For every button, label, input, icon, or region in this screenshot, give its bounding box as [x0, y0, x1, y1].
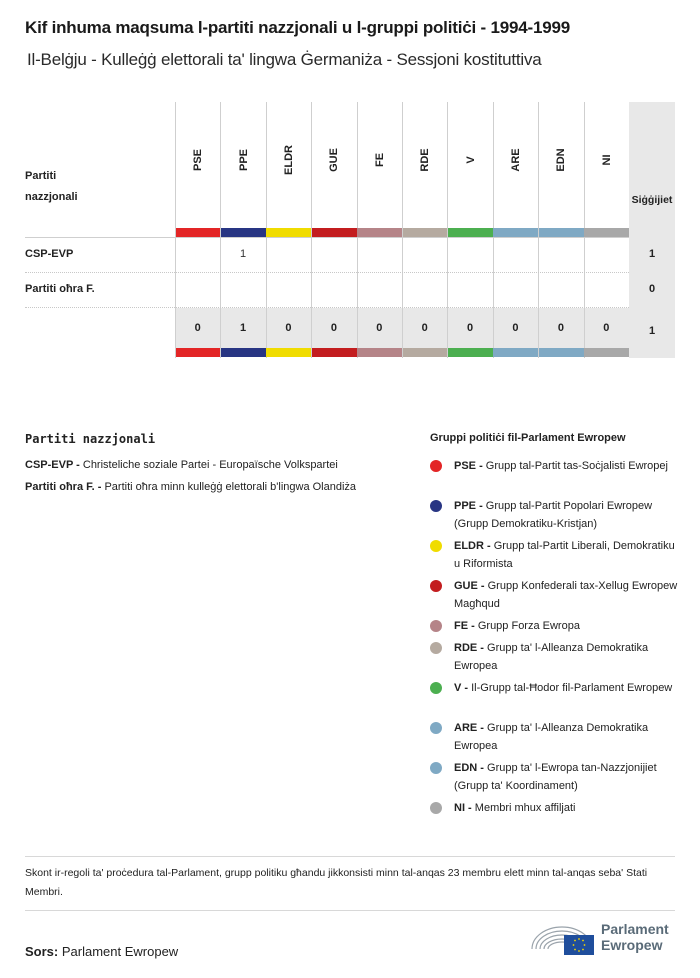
group-column-header: RDE — [419, 148, 432, 172]
group-color-dot-icon — [430, 500, 442, 512]
group-color-bar — [357, 348, 402, 357]
group-color-dot-icon — [430, 642, 442, 654]
group-color-bar — [539, 228, 584, 237]
group-total-cell: 0 — [467, 322, 474, 334]
group-color-bar — [493, 228, 538, 237]
total-header: Siġġijiet — [631, 194, 673, 206]
european-parliament-logo — [530, 919, 680, 959]
group-total-cell: 0 — [376, 322, 383, 334]
group-color-bar — [539, 348, 584, 357]
group-total-cell: 0 — [603, 322, 610, 334]
table-cell: 1 — [240, 248, 247, 260]
group-color-bar — [448, 228, 493, 237]
group-color-bar — [493, 348, 538, 357]
groups-legend-title: Gruppi politiċi fil-Parlament Ewropew — [430, 432, 626, 444]
group-total-cell: 0 — [512, 322, 519, 334]
group-column-header: V — [464, 156, 477, 164]
logo-text: Parlament Ewropew — [601, 921, 669, 953]
group-color-bar — [221, 228, 266, 237]
group-color-dot-icon — [430, 580, 442, 592]
divider — [25, 910, 675, 911]
group-total-cell: 1 — [240, 322, 247, 334]
group-color-bar — [312, 348, 357, 357]
row-party-label: Partiti oħra F. — [25, 283, 95, 295]
group-color-bar — [176, 228, 221, 237]
national-party-legend-item: CSP-EVP - Christeliche soziale Partei - Europaïsche Volkspartei — [25, 459, 338, 471]
group-total-cell: 0 — [194, 322, 201, 334]
group-color-dot-icon — [430, 762, 442, 774]
group-total-cell: 0 — [557, 322, 564, 334]
group-color-bar — [266, 348, 311, 357]
group-color-dot-icon — [430, 682, 442, 694]
group-color-bar — [221, 348, 266, 357]
group-color-dot-icon — [430, 540, 442, 552]
national-parties-legend-title: Partiti nazzjonali — [25, 432, 156, 446]
national-party-legend-item: Partiti oħra F. - Partiti oħra minn kulleġġ elettorali b'lingwa Olandiża — [25, 481, 357, 493]
row-total: 1 — [648, 248, 656, 260]
divider — [25, 856, 675, 857]
group-column-header: EDN — [555, 148, 568, 172]
group-color-bar — [266, 228, 311, 237]
hemicycle-flag-icon — [530, 919, 596, 959]
group-column-header: GUE — [328, 148, 341, 172]
page-title: Kif inhuma maqsuma l-partiti nazzjonali u l-gruppi politiċi - 1994-1999 — [25, 18, 570, 37]
group-column-header: NI — [600, 154, 613, 166]
group-color-dot-icon — [430, 460, 442, 472]
group-column-header: FE — [373, 152, 386, 168]
group-column-header: PSE — [192, 148, 205, 172]
group-color-dot-icon — [430, 620, 442, 632]
group-column-header: ELDR — [282, 145, 295, 175]
row-total: 0 — [648, 283, 656, 295]
table-row — [25, 237, 675, 272]
group-color-bar — [584, 228, 629, 237]
group-color-bar — [584, 348, 629, 357]
group-color-bar — [448, 348, 493, 357]
group-total-cell: 0 — [285, 322, 292, 334]
group-color-dot-icon — [430, 722, 442, 734]
group-color-dot-icon — [430, 802, 442, 814]
group-total-cell: 0 — [330, 322, 337, 334]
group-color-bar — [357, 228, 402, 237]
group-color-bar — [176, 348, 221, 357]
table-row — [25, 272, 675, 307]
group-column-header: ARE — [509, 148, 522, 172]
source-line: Sors: Parlament Ewropew — [25, 944, 179, 959]
group-color-bar — [403, 228, 448, 237]
row-divider — [25, 307, 629, 308]
group-color-bar — [403, 348, 448, 357]
page-subtitle: Il-Belġju - Kulleġġ elettorali ta' lingwa Ġermaniża - Sessjoni kostituttiva — [27, 50, 542, 69]
grand-total: 1 — [648, 325, 656, 337]
group-column-header: PPE — [237, 148, 250, 172]
group-color-bar — [312, 228, 357, 237]
row-party-label: CSP-EVP — [25, 248, 74, 260]
group-total-cell: 0 — [421, 322, 428, 334]
footnote: Skont ir-regoli ta' proċedura tal-Parlament, grupp politiku għandu jikkonsisti minn tal-anqas 23 membru elett minn tal-anqas seba' Stati Membri. — [25, 867, 648, 898]
party-column-header: Partiti nazzjonali — [25, 170, 78, 203]
